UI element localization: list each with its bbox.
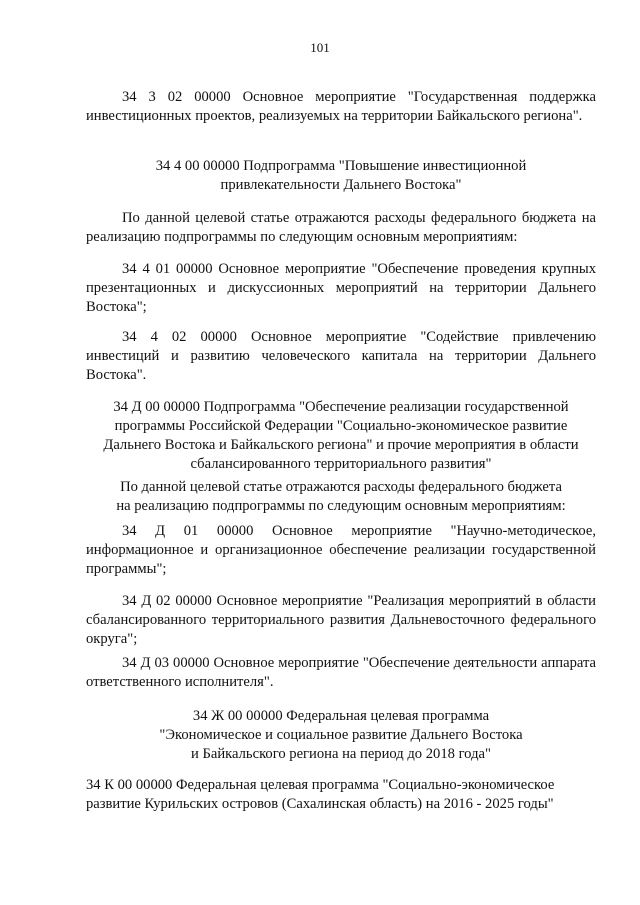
paragraph-34-d-01: 34 Д 01 00000 Основное мероприятие "Научно-методическое, информационное и организационное обеспечение реализации государственной программы"; [86,523,596,577]
heading-line: 34 4 00 00000 Подпрограмма "Повышение инвестиционной [155,158,527,174]
heading-line: развитие Курильских островов (Сахалинская область) на 2016 - 2025 годы" [86,796,554,812]
paragraph-34-d-03: 34 Д 03 00000 Основное мероприятие "Обеспечение деятельности аппарата ответственного исполнителя". [86,655,596,690]
heading-program-34-k [86,776,606,814]
heading-subprogram-34-4 [86,157,596,195]
paragraph-line: на реализацию подпрограммы по следующим основным мероприятиям: [116,498,566,514]
heading-line: программы Российской Федерации "Социально-экономическое развитие [114,418,568,434]
heading-line: Дальнего Востока и Байкальского региона" и прочие мероприятия в области [103,437,579,453]
page-number: 101 [310,40,330,55]
paragraph-intro-34-4: По данной целевой статье отражаются расходы федерального бюджета на реализацию подпрограммы по следующим основным мероприятиям: [86,210,596,245]
heading-subprogram-34-d [86,398,596,474]
paragraph-line: По данной целевой статье отражаются расходы федерального бюджета [120,479,562,495]
paragraph-34-4-01: 34 4 01 00000 Основное мероприятие "Обеспечение проведения крупных презентационных и дискуссионных мероприятий на территории Дальнего Востока"; [86,261,596,315]
heading-line: 34 Ж 00 00000 Федеральная целевая программа [192,708,490,724]
heading-line: 34 К 00 00000 Федеральная целевая программа "Социально-экономическое [86,777,555,793]
heading-line: 34 Д 00 00000 Подпрограмма "Обеспечение реализации государственной [113,399,569,415]
heading-line: привлекательности Дальнего Востока" [220,177,462,193]
paragraph-intro-34-d [86,478,596,516]
heading-program-34-zh [86,707,596,764]
paragraph-34-d-02: 34 Д 02 00000 Основное мероприятие "Реализация мероприятий в области сбалансированного территориального развития Дальневосточного федерального округа"; [86,593,596,647]
heading-line: сбалансированного территориального развития" [190,456,492,472]
paragraph-34-3-02: 34 3 02 00000 Основное мероприятие "Государственная поддержка инвестиционных проектов, реализуемых на территории Байкальского региона". [86,89,596,124]
paragraph-34-4-02: 34 4 02 00000 Основное мероприятие "Содействие привлечению инвестиций и развитию человеческого капитала на территории Дальнего Востока". [86,329,596,383]
heading-line: "Экономическое и социальное развитие Дальнего Востока [159,727,523,743]
heading-line: и Байкальского региона на период до 2018 года" [191,746,491,762]
